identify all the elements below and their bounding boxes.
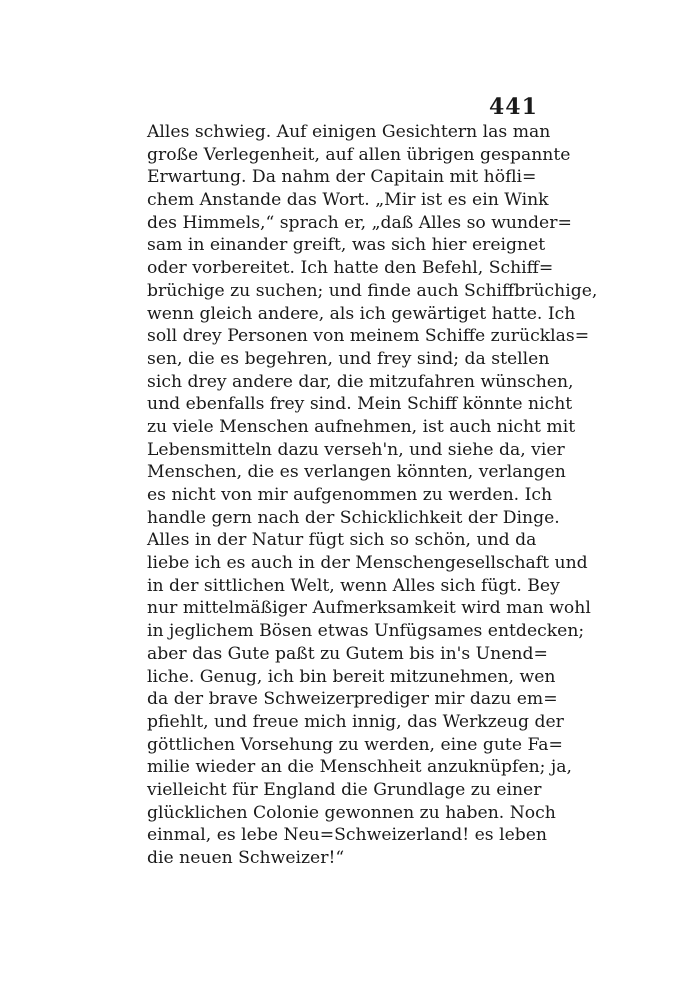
text-line: und ebenfalls frey sind. Mein Schiff könnte nicht [147,394,573,415]
text-line: oder vorbereitet. Ich hatte den Befehl, Schiff= [147,258,554,279]
text-line: Erwartung. Da nahm der Capitain mit höfli= [147,167,537,188]
text-line: brüchige zu suchen; und finde auch Schiffbrüchige, [147,280,598,301]
text-line: liebe ich es auch in der Menschengesellschaft und [147,553,588,574]
body-text [147,121,598,870]
text-line: in der sittlichen Welt, wenn Alles sich fügt. Bey [147,575,560,596]
text-line: soll drey Personen von meinem Schiffe zurücklas= [147,326,590,347]
text-line: da der brave Schweizerprediger mir dazu em= [147,689,558,710]
text-line: sen, die es begehren, und frey sind; da stellen [147,348,550,369]
text-line: chem Anstande das Wort. „Mir ist es ein Wink [147,190,549,211]
text-line: die neuen Schweizer!“ [147,848,345,868]
text-line: des Himmels,“ sprach er, „daß Alles so wunder= [147,212,572,233]
text-line: sam in einander greift, was sich hier ereignet [147,235,546,256]
text-line: pfiehlt, und freue mich innig, das Werkzeug der [147,711,564,732]
text-line: glücklichen Colonie gewonnen zu haben. Noch [147,802,556,823]
text-line: Lebensmitteln dazu verseh'n, und siehe da, vier [147,439,565,460]
text-line: Menschen, die es verlangen könnten, verlangen [147,462,566,483]
text-line: große Verlegenheit, auf allen übrigen gespannte [147,144,571,165]
text-line: nur mittelmäßiger Aufmerksamkeit wird man wohl [147,598,591,619]
text-line: handle gern nach der Schicklichkeit der Dinge. [147,507,560,528]
text-line: es nicht von mir aufgenommen zu werden. Ich [147,485,553,505]
text-line: Alles in der Natur fügt sich so schön, und da [147,530,537,551]
text-line: zu viele Menschen aufnehmen, ist auch nicht mit [147,416,576,437]
text-line: vielleicht für England die Grundlage zu einer [147,779,542,800]
text-line: in jeglichem Bösen etwas Unfügsames entdecken; [147,621,585,642]
text-line: liche. Genug, ich bin bereit mitzunehmen, wen [147,666,556,687]
page-number: 441 [489,94,538,120]
text-line: einmal, es lebe Neu=Schweizerland! es leben [147,825,547,846]
text-line: göttlichen Vorsehung zu werden, eine gute Fa= [147,734,563,755]
text-line: wenn gleich andere, als ich gewärtiget hatte. Ich [147,303,576,324]
text-line: aber das Gute paßt zu Gutem bis in's Unend= [147,643,548,664]
text-line: milie wieder an die Menschheit anzuknüpfen; ja, [147,757,572,778]
text-line: sich drey andere dar, die mitzufahren wünschen, [147,371,574,392]
text-line: Alles schwieg. Auf einigen Gesichtern las man [147,122,551,142]
